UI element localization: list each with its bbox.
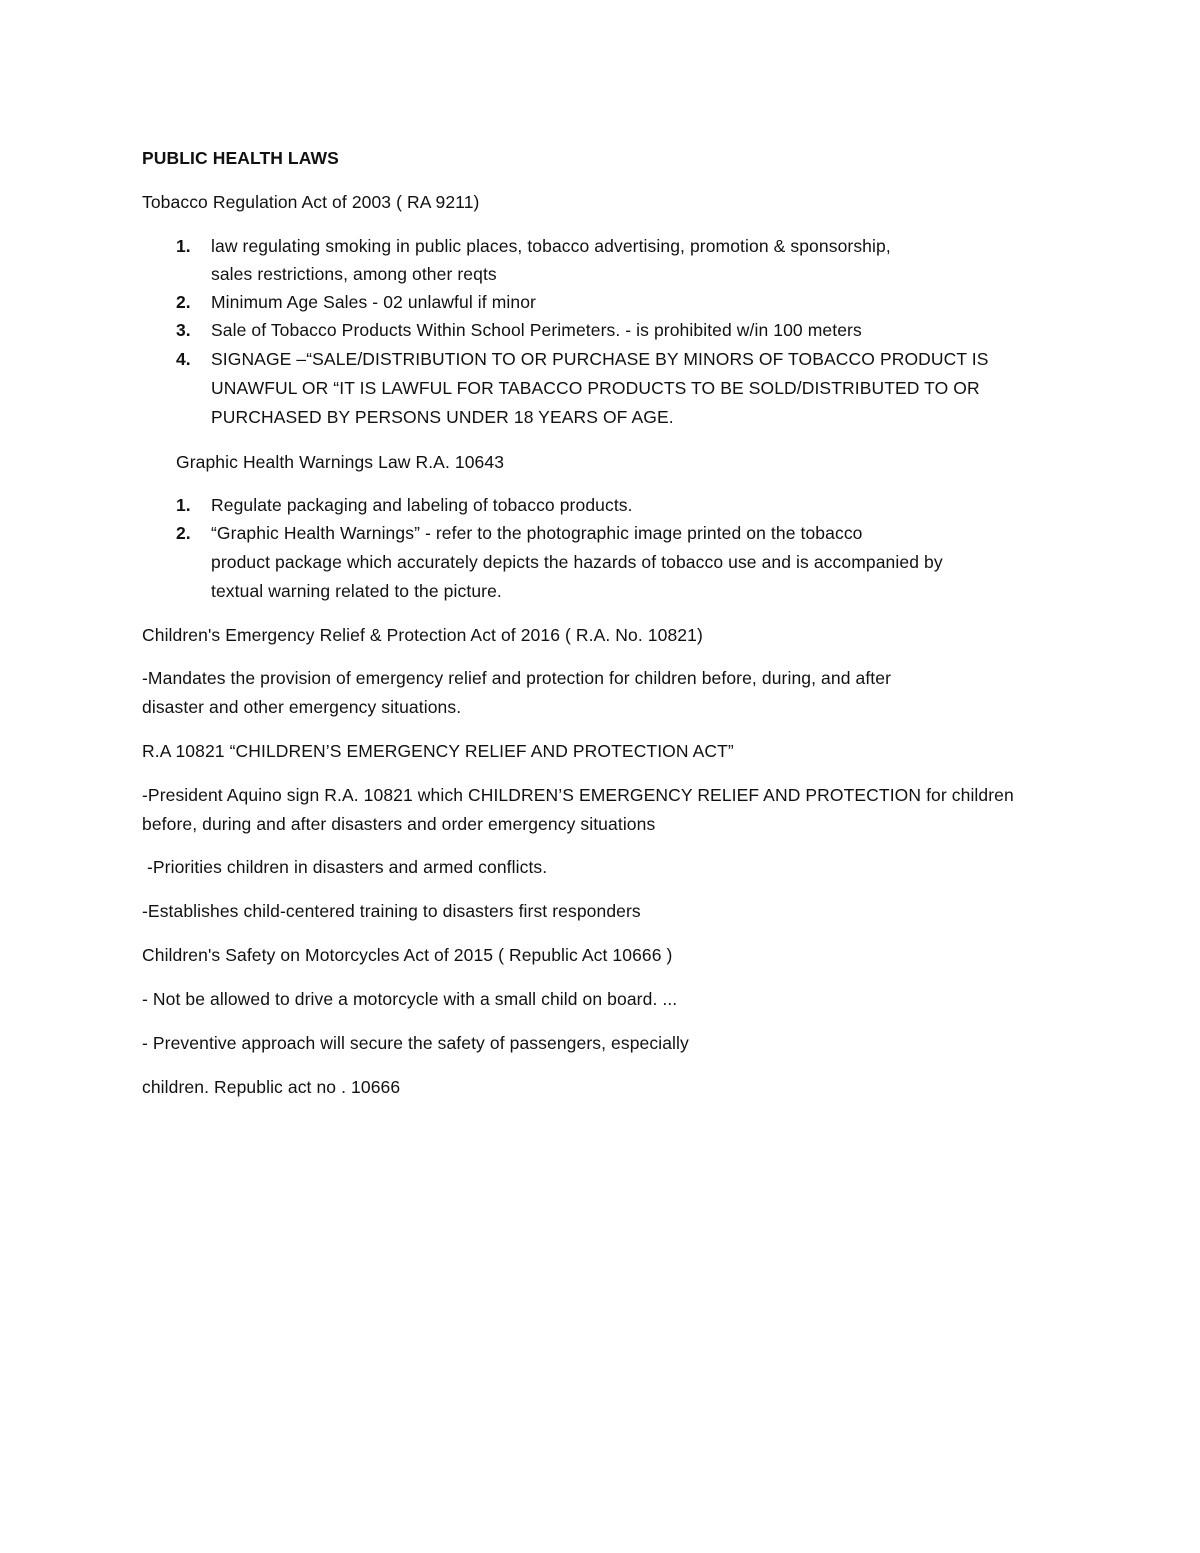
paragraph-line: -Mandates the provision of emergency relief and protection for children before, during, and after	[142, 668, 892, 688]
list-item-line: law regulating smoking in public places, tobacco advertising, promotion & sponsorship,	[211, 236, 891, 256]
paragraph-line: -Establishes child-centered training to disasters first responders	[142, 901, 641, 921]
list-number: 1.	[176, 495, 191, 515]
list-number: 1.	[176, 236, 191, 256]
paragraph-line: Children's Emergency Relief & Protection Act of 2016 ( R.A. No. 10821)	[142, 625, 703, 645]
paragraph-line: - Not be allowed to drive a motorcycle with a small child on board. ...	[142, 989, 678, 1009]
paragraph-line: disaster and other emergency situations.	[142, 697, 462, 717]
list-number: 3.	[176, 320, 191, 340]
list-item-line: Regulate packaging and labeling of tobacco products.	[211, 495, 633, 515]
list-item-line: “Graphic Health Warnings” - refer to the photographic image printed on the tobacco	[211, 523, 863, 543]
list-item-line: Sale of Tobacco Products Within School Perimeters. - is prohibited w/in 100 meters	[211, 320, 862, 340]
list-item-line: product package which accurately depicts the hazards of tobacco use and is accompanied by	[211, 552, 943, 572]
list-number: 2.	[176, 523, 191, 543]
paragraph-line: children. Republic act no . 10666	[142, 1077, 401, 1097]
list-item-line: Minimum Age Sales - 02 unlawful if minor	[211, 292, 536, 312]
document-title: PUBLIC HEALTH LAWS	[142, 148, 339, 168]
list-item-line: sales restrictions, among other reqts	[211, 264, 497, 284]
graphic-warnings-heading: Graphic Health Warnings Law R.A. 10643	[176, 452, 505, 472]
list-item-line: textual warning related to the picture.	[211, 581, 502, 601]
paragraph-line: Children's Safety on Motorcycles Act of 2015 ( Republic Act 10666 )	[142, 945, 673, 965]
list-number: 4.	[176, 349, 191, 369]
paragraph-line: - Preventive approach will secure the safety of passengers, especially	[142, 1033, 689, 1053]
paragraph-line: -Priorities children in disasters and armed conflicts.	[142, 857, 548, 877]
paragraph-line: R.A 10821 “CHILDREN’S EMERGENCY RELIEF AND PROTECTION ACT”	[142, 741, 734, 761]
list-item-line: PURCHASED BY PERSONS UNDER 18 YEARS OF AGE.	[211, 407, 674, 427]
paragraph-line: before, during and after disasters and order emergency situations	[142, 814, 656, 834]
list-number: 2.	[176, 292, 191, 312]
list-item-line: SIGNAGE –“SALE/DISTRIBUTION TO OR PURCHASE BY MINORS OF TOBACCO PRODUCT IS	[211, 349, 989, 369]
paragraph-line: -President Aquino sign R.A. 10821 which CHILDREN’S EMERGENCY RELIEF AND PROTECTION for children	[142, 785, 1014, 805]
tobacco-act-heading: Tobacco Regulation Act of 2003 ( RA 9211)	[142, 192, 480, 212]
list-item-line: UNAWFUL OR “IT IS LAWFUL FOR TABACCO PRODUCTS TO BE SOLD/DISTRIBUTED TO OR	[211, 378, 980, 398]
